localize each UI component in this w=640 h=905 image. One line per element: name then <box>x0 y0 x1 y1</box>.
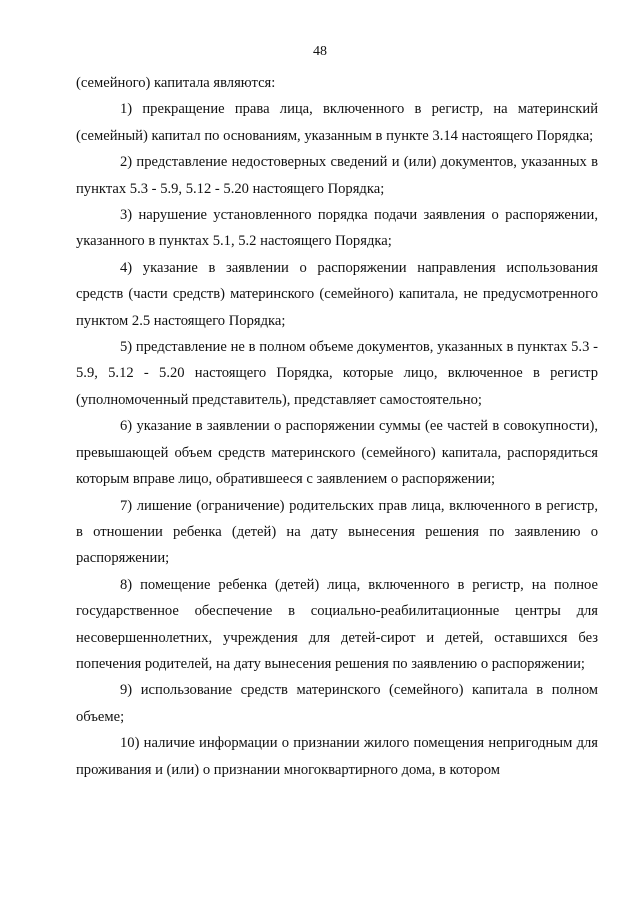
paragraph-item-2: 2) представление недостоверных сведений и (или) документов, указанных в пунктах 5.3 - 5.9, 5.12 - 5.20 настоящего Порядка; <box>76 154 598 197</box>
paragraph-item-6: 6) указание в заявлении о распоряжении суммы (ее частей в совокупности), превышающей объем средств материнского (семейного) капитала, распорядиться которым вправе лицо, обратившееся с заявлением о распоряжении; <box>76 418 598 488</box>
document-body <box>76 70 598 783</box>
paragraph-item-8: 8) помещение ребенка (детей) лица, включенного в регистр, на полное государственное обеспечение в социально-реабилитационные центры для несовершеннолетних, учреждения для детей-сирот и детей, оставшихся без попечения родителей, на дату вынесения решения по заявлению о распоряжении; <box>76 576 598 672</box>
page-number: 48 <box>313 44 327 59</box>
paragraph-item-5: 5) представление не в полном объеме документов, указанных в пунктах 5.3 - 5.9, 5.12 - 5.20 настоящего Порядка, которые лицо, включенное в регистр (уполномоченный представитель), представляет самостоятельно; <box>76 339 598 408</box>
paragraph-item-4: 4) указание в заявлении о распоряжении направления использования средств (части средств) материнского (семейного) капитала, не предусмотренного пунктом 2.5 настоящего Порядка; <box>76 259 598 329</box>
paragraph-item-3: 3) нарушение установленного порядка подачи заявления о распоряжении, указанного в пунктах 5.1, 5.2 настоящего Порядка; <box>76 207 598 250</box>
paragraph-item-9: 9) использование средств материнского (семейного) капитала в полном объеме; <box>76 682 598 725</box>
paragraph-item-7: 7) лишение (ограничение) родительских прав лица, включенного в регистр, в отношении ребенка (детей) на дату вынесения решения по заявлению о распоряжении; <box>76 497 598 567</box>
paragraph-item-10: 10) наличие информации о признании жилого помещения непригодным для проживания и (или) о признании многоквартирного дома, в котором <box>76 735 598 778</box>
paragraph-item-1: 1) прекращение права лица, включенного в регистр, на материнский (семейный) капитал по основаниям, указанным в пункте 3.14 настоящего Порядка; <box>76 101 598 144</box>
paragraph-intro: (семейного) капитала являются: <box>76 75 276 91</box>
